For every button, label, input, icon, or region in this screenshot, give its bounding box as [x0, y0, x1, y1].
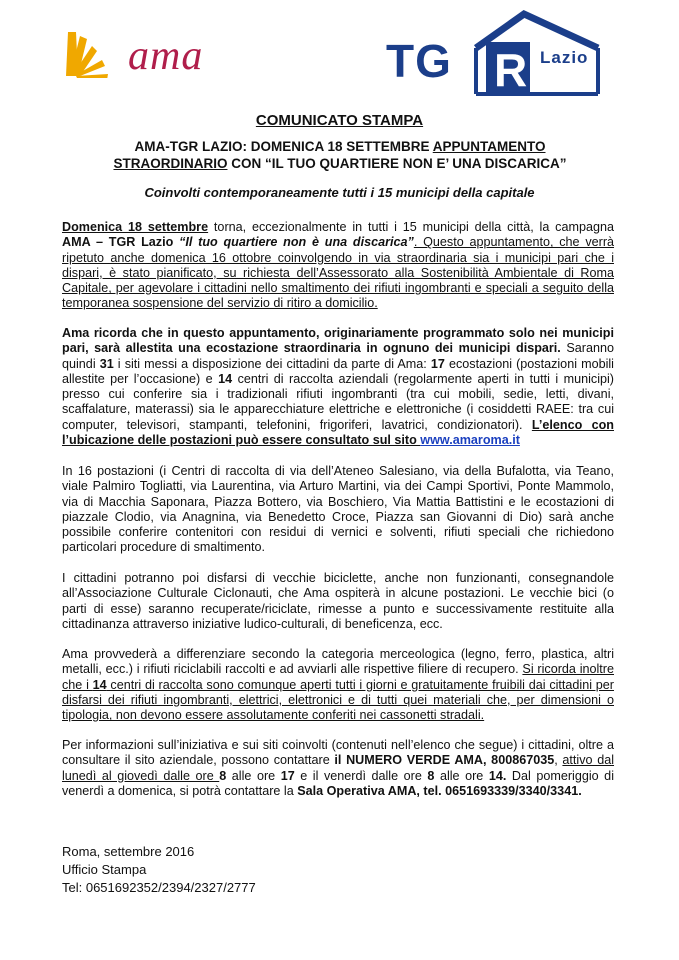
paragraph-2: Ama ricorda che in questo appuntamento, originariamente programmato solo nei municipi pari, sarà allestita una ecostazione straordinaria in ognuno dei municipi dispari. Saranno quindi 31 i siti messi a disposizione dei cittadini da parte di Ama: 17 ecostazioni (postazioni mobili allestite per l’occasione) e 14 centri di raccolta aziendali (regolarmente aperti in tutti i municipi) presso cui conferire sia i tradizionali rifiuti ingombranti (tra cui mobili, sedie, letti, divani, scaffalature, materassi) sia le apparecchiature elettriche e elettroniche (i cosiddetti RAEE: tra cui computer, televisori, stampanti, telefonini, frigoriferi, lavatrici, condizionatori). L’elenco con l’ubicazione delle postazioni può essere consultato sul sito www.amaroma.it	[62, 326, 614, 448]
tgr-logo-text: TG	[386, 35, 452, 87]
signature-office: Ufficio Stampa	[62, 862, 147, 877]
tgr-region-text: Lazio	[540, 48, 589, 67]
paragraph-3: In 16 postazioni (i Centri di raccolta di via dell’Ateneo Salesiano, via della Bufalotta, via Teano, viale Palmiro Togliatti, via Laurentina, via Arturo Martini, via dei Campi Sportivi, Ponte Mammolo, via di Macchia Saponara, Piazza Bottero, via Boschiero, Via Mattia Battistini e le ecostazioni di piazzale Clodio, via Anagnina, via Benedetto Croce, Piazza san Giovanni di Dio) sarà anche possibile conferire contenitori con residui di vernici e solventi, rifiuti speciali che richiedono particolari procedure di smaltimento.	[62, 464, 614, 555]
signature-place-date: Roma, settembre 2016	[62, 844, 195, 859]
page-title: COMUNICATO STAMPA	[255, 112, 424, 129]
paragraph-1: Domenica 18 settembre torna, eccezionalmente in tutti i 15 municipi della città, la campagna AMA – TGR Lazio “Il tuo quartiere non è una discarica”. Questo appuntamento, che verrà ripetuto anche domenica 16 ottobre coinvolgendo in via straordinaria sia i municipi pari che i dispari, è stato pianificato, su richiesta dell’Assessorato alla Sostenibilità Ambientale di Roma Capitale, per agevolare i cittadini nello smaltimento dei rifiuti ingombranti e speciali a seguito della temporanea sospensione del servizio di ritiro a domicilio.	[62, 220, 615, 311]
paragraph-4: I cittadini potranno poi disfarsi di vecchie biciclette, anche non funzionanti, consegnandole all’Associazione Culturale Ciclonauti, che Ama ospiterà in alcune postazioni. Le vecchie bici (o parti di esse) saranno recuperate/riciclate, rimesse a punto e successivamente restituite alla cittadinanza attraverso iniziative ludico-culturali, di beneficenza, ecc.	[62, 571, 614, 631]
paragraph-6: Per informazioni sull’iniziativa e sui siti coinvolti (contenuti nell’elenco che segue) i cittadini, oltre a consultare il sito aziendale, possono contattare il NUMERO VERDE AMA, 800867035, attivo dal lunedì al giovedì dalle ore 8 alle ore 17 e il venerdì dalle ore 8 alle ore 14. Dal pomeriggio di venerdì a domenica, si potrà contattare la Sala Operativa AMA, tel. 0651693339/3340/3341.	[62, 738, 615, 798]
amaroma-link[interactable]: www.amaroma.it	[420, 433, 520, 448]
signature-phone: Tel: 0651692352/2394/2327/2777	[62, 880, 256, 895]
ama-sun-icon	[62, 18, 126, 78]
ama-logo	[62, 18, 222, 78]
ama-logo-text: ama	[128, 33, 204, 79]
tgr-lazio-logo	[380, 8, 620, 96]
paragraph-5: Ama provvederà a differenziare secondo la categoria merceologica (legno, ferro, plastica, altri metalli, ecc.) i rifiuti riciclabili raccolti e ad avviarli alle rispettive filiere di recupero. Si ricorda inoltre che i 14 centri di raccolta sono comunque aperti tutti i giorni e gratuitamente fruibili dai cittadini per disfarsi dei rifiuti ingombranti, elettrici, elettronici e di tutti quei materiali che, per dimensioni o tipologia, non devono essere assolutamente conferiti nei cassonetti stradali.	[62, 647, 614, 723]
headline: AMA-TGR LAZIO: DOMENICA 18 SETTEMBRE APPUNTAMENTO STRAORDINARIO CON “IL TUO QUARTIERE NON E’ UNA DISCARICA”	[113, 139, 567, 171]
svg-text:R: R	[494, 44, 528, 96]
tagline: Coinvolti contemporaneamente tutti i 15 municipi della capitale	[144, 185, 535, 200]
signature-block	[62, 843, 256, 897]
